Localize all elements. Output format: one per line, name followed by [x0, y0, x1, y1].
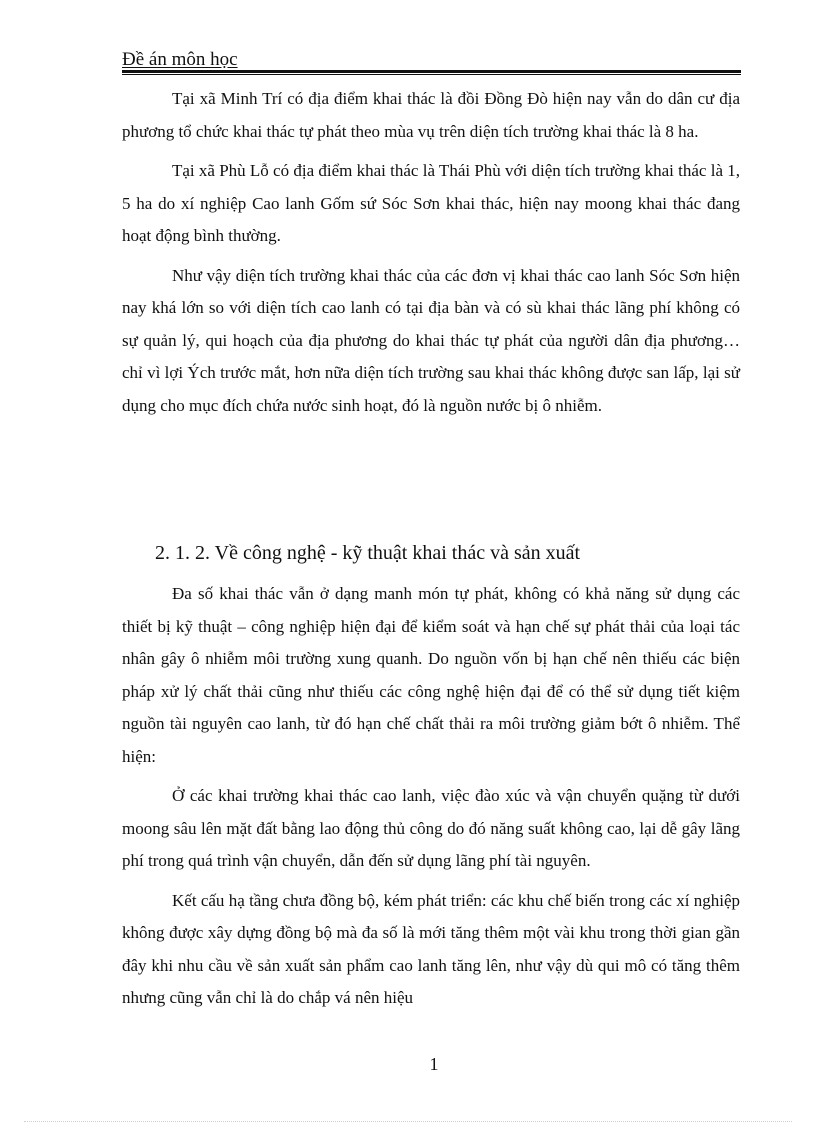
body-text-top [122, 83, 740, 422]
section-heading: 2. 1. 2. Về công nghệ - kỹ thuật khai thác và sản xuất [155, 542, 581, 564]
page-bottom-divider [24, 1121, 792, 1122]
body-text-bottom [122, 578, 740, 1015]
paragraph-infrastructure: Kết cấu hạ tầng chưa đồng bộ, kém phát triển: các khu chế biến trong các xí nghiệp không được xây dựng đồng bộ mà đa số là mới tăng thêm một vài khu trong thời gian gần đây khi nhu cầu về sản xuất sản phẩm cao lanh tăng lên, như vậy dù qui mô có tăng thêm nhưng cũng vẫn chỉ là do chắp vá nên hiệu [122, 890, 740, 1007]
header-rule-thin [122, 74, 741, 75]
paragraph-technology: Đa số khai thác vẫn ở dạng manh món tự phát, không có khả năng sử dụng các thiết bị kỹ thuật – công nghiệp hiện đại để kiểm soát và hạn chế sự phát thải của loại tác nhân gây ô nhiễm môi trường xung quanh. Do nguồn vốn bị hạn chế nên thiếu các biện pháp xử lý chất thải cũng như thiếu các công nghệ hiện đại để có thể sử dụng tiết kiệm nguồn tài nguyên cao lanh, từ đó hạn chế chất thải ra môi trường giảm bớt ô nhiễm. Thể hiện: [122, 584, 740, 766]
header-rule-thick [122, 70, 741, 73]
paragraph-minh-tri: Tại xã Minh Trí có địa điểm khai thác là đồi Đồng Đò hiện nay vẫn do dân cư địa phương tổ chức khai thác tự phát theo mùa vụ trên diện tích trường khai thác là 8 ha. [122, 89, 740, 141]
page-header [122, 49, 741, 71]
paragraph-summary: Như vậy diện tích trường khai thác của các đơn vị khai thác cao lanh Sóc Sơn hiện nay khá lớn so với diện tích cao lanh có tại địa bàn và có sù khai thác lãng phí không có sự quản lý, qui hoạch của địa phương do khai thác tự phát của người dân địa phương… chỉ vì lợi Ých trước mắt, hơn nữa diện tích trường sau khai thác không được san lấp, lại sử dụng cho mục đích chứa nước sinh hoạt, đó là nguồn nước bị ô nhiễm. [122, 265, 740, 415]
paragraph-mining-sites: Ở các khai trường khai thác cao lanh, việc đào xúc và vận chuyển quặng từ dưới moong sâu lên mặt đất bằng lao động thủ công do đó năng suất không cao, lại dễ gây lãng phí trong quá trình vận chuyển, dẫn đến sử dụng lãng phí tài nguyên. [122, 786, 740, 870]
paragraph-phu-lo: Tại xã Phù Lỗ có địa điểm khai thác là Thái Phù với diện tích trường khai thác là 1, 5 ha do xí nghiệp Cao lanh Gốm sứ Sóc Sơn khai thác, hiện nay moong khai thác đang hoạt động bình thường. [122, 161, 740, 245]
page-number: 1 [429, 1054, 439, 1074]
header-title: Đề án môn học [122, 49, 238, 70]
